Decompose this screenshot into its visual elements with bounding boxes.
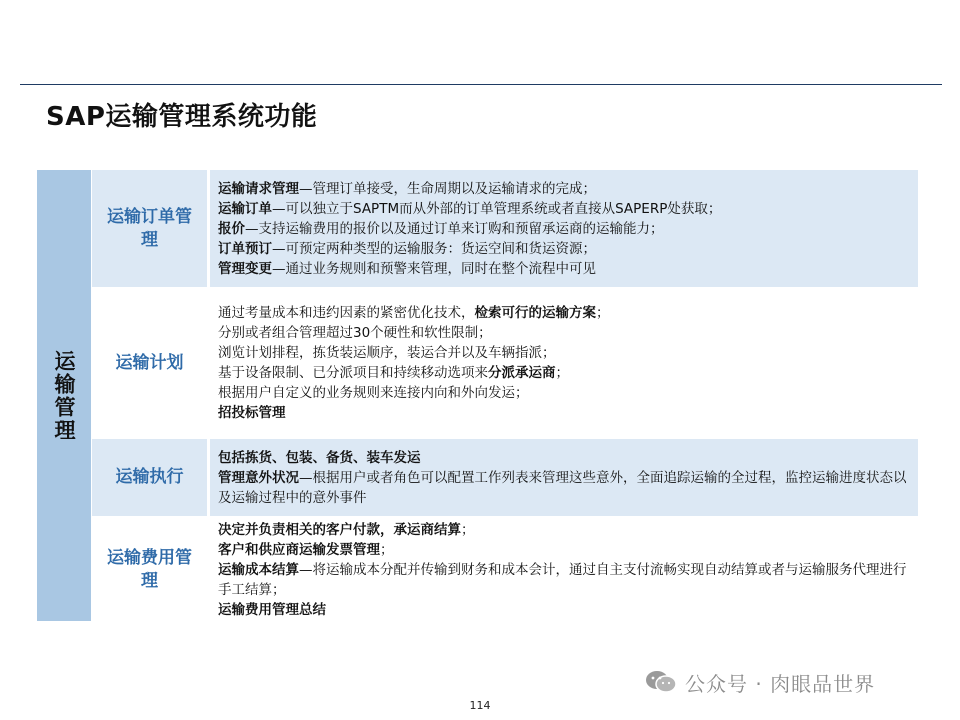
description-cell [210, 518, 918, 621]
table-row [92, 439, 918, 516]
emphasis-text: 管理意外状况 [218, 469, 299, 486]
category-cell [92, 170, 207, 287]
body-text: ； [596, 305, 610, 321]
category-cell [92, 518, 207, 621]
category-cell [92, 439, 207, 516]
description-line [218, 179, 910, 199]
description-line [218, 468, 910, 508]
body-text: 基于设备限制、已分派项目和持续移动选项来 [218, 365, 488, 381]
emphasis-text: 包括拣货、包装、备货、装车发运 [218, 449, 421, 466]
description-line [218, 403, 910, 423]
body-text: —管理订单接受，生命周期以及运输请求的完成； [299, 180, 596, 197]
description-cell [210, 439, 918, 516]
emphasis-text: 订单预订 [218, 240, 272, 257]
emphasis-text: 分派承运商 [488, 365, 556, 381]
description-line [218, 363, 910, 383]
emphasis-text: 运输成本结算 [218, 561, 299, 578]
function-table [37, 170, 918, 621]
body-text: ； [461, 521, 475, 538]
emphasis-text: 检索可行的运输方案 [474, 305, 596, 321]
description-line [218, 323, 910, 343]
description-line [218, 259, 910, 279]
description-line [218, 219, 910, 239]
description-cell [210, 170, 918, 287]
emphasis-text: 管理变更 [218, 260, 272, 277]
body-text: —可以独立于SAPTM而从外部的订单管理系统或者直接从SAPERP处获取； [272, 200, 722, 217]
watermark [645, 667, 875, 697]
body-text: —支持运输费用的报价以及通过订单来订购和预留承运商的运输能力； [245, 220, 664, 237]
description-line [218, 600, 910, 620]
row-header-label: 运输管理 [52, 349, 76, 442]
body-text: 根据用户自定义的业务规则来连接内向和外向发运； [218, 385, 529, 401]
body-text: ； [380, 541, 394, 558]
body-text: ； [555, 365, 569, 381]
description-line [218, 448, 910, 468]
description-line [218, 303, 910, 323]
emphasis-text: 招投标管理 [218, 405, 286, 421]
category-label: 运输费用管理 [107, 547, 192, 591]
emphasis-text: 运输费用管理总结 [218, 601, 326, 618]
category-cell [92, 289, 207, 437]
description-line [218, 343, 910, 363]
body-text: —将运输成本分配并传输到财务和成本会计，通过自主支付流畅实现自动结算或者与运输服务代理进行手工结算； [218, 561, 907, 598]
body-text: 通过考量成本和违约因素的紧密优化技术， [218, 305, 475, 321]
wechat-icon [645, 669, 677, 695]
emphasis-text: 运输请求管理 [218, 180, 299, 197]
emphasis-text: 报价 [218, 220, 245, 237]
category-label: 运输执行 [115, 467, 184, 487]
header-rule [20, 84, 942, 85]
description-line [218, 239, 910, 259]
category-label: 运输计划 [115, 352, 184, 373]
category-label: 运输订单管理 [107, 206, 192, 250]
table-row [92, 289, 918, 437]
body-text: 浏览计划排程，拣货装运顺序，装运合并以及车辆指派； [218, 345, 556, 361]
description-line [218, 199, 910, 219]
page-title: SAP运输管理系统功能 [46, 102, 318, 132]
emphasis-text: 运输订单 [218, 200, 272, 217]
body-text: 分别或者组合管理超过30个硬性和软性限制； [218, 325, 492, 341]
description-line [218, 540, 910, 560]
emphasis-text: 客户和供应商运输发票管理 [218, 541, 380, 558]
description-cell [210, 289, 918, 437]
body-text: —可预定两种类型的运输服务：货运空间和货运资源； [272, 240, 596, 257]
watermark-text: 公众号 · 肉眼品世界 [685, 671, 876, 696]
description-line [218, 383, 910, 403]
body-text: —根据用户或者角色可以配置工作列表来管理这些意外，全面追踪运输的全过程，监控运输进度状态以及运输过程中的意外事件 [218, 469, 907, 506]
description-line [218, 520, 910, 540]
body-text: —通过业务规则和预警来管理，同时在整个流程中可见 [272, 260, 596, 277]
emphasis-text: 决定并负责相关的客户付款，承运商结算 [218, 521, 461, 538]
description-line [218, 560, 910, 600]
page-number: 114 [469, 699, 491, 712]
table-row [92, 518, 918, 621]
table-row [92, 170, 918, 287]
